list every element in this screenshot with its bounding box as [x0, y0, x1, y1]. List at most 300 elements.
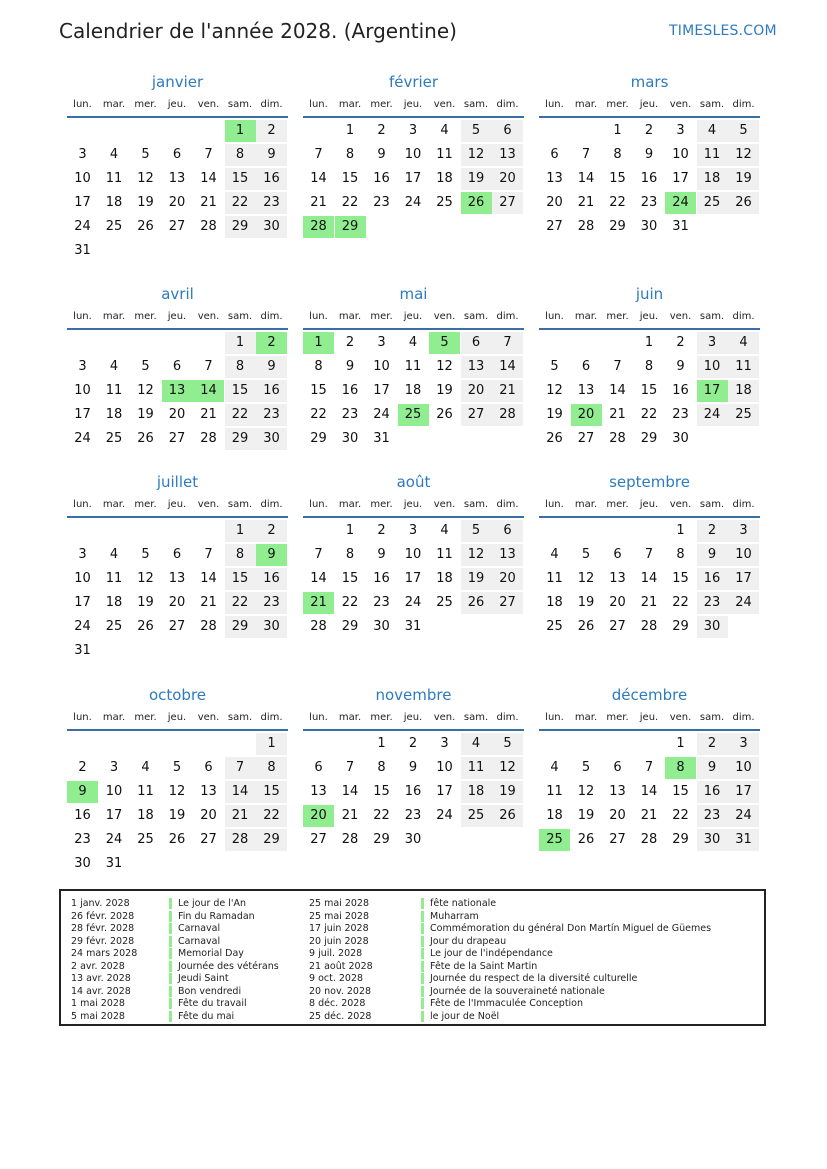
page-title: Calendrier de l'année 2028. (Argentine) [59, 19, 457, 43]
day-cell: 17 [74, 195, 91, 210]
weekday-label: lun. [309, 311, 328, 322]
day-cell: 16 [404, 784, 422, 799]
header-divider [303, 116, 524, 118]
weekday-label: lun. [73, 712, 92, 723]
day-cell: 18 [105, 407, 123, 422]
month-name: septembre [609, 473, 690, 491]
weekday-label: mar. [102, 712, 126, 723]
day-cell: 3 [728, 733, 759, 755]
day-cell: 29 [225, 428, 256, 450]
day-cell: 9 [676, 359, 685, 374]
brand-link[interactable]: TIMESLES.COM [669, 23, 777, 39]
day-cell: 30 [697, 616, 728, 638]
holiday-date: 1 mai 2028 [71, 998, 125, 1009]
day-cell: 17 [728, 781, 759, 803]
day-cell: 26 [728, 192, 759, 214]
day-cell: 17 [105, 808, 123, 823]
month-name: août [396, 473, 431, 491]
day-cell: 19 [168, 808, 186, 823]
weekday-label: dim. [732, 311, 755, 322]
day-cell: 5 [550, 359, 559, 374]
holiday-date: 13 avr. 2028 [71, 973, 131, 984]
holiday-day-cell: 20 [303, 805, 334, 827]
holiday-name: Jour du drapeau [430, 935, 507, 947]
day-cell: 26 [168, 832, 186, 847]
day-cell: 28 [310, 619, 327, 634]
day-cell: 19 [461, 568, 492, 590]
day-cell: 9 [697, 757, 728, 779]
month-name: novembre [375, 686, 452, 704]
day-cell: 5 [172, 760, 182, 775]
day-cell: 18 [697, 168, 728, 190]
weekday-header [67, 712, 288, 726]
day-cell: 1 [345, 123, 355, 138]
day-cell: 24 [697, 404, 728, 426]
holiday-day-cell: 1 [225, 120, 256, 142]
day-cell: 27 [200, 832, 217, 847]
holiday-marker [421, 923, 424, 934]
day-cell: 26 [436, 407, 453, 422]
day-cell: 6 [550, 147, 559, 162]
day-cell: 2 [256, 120, 287, 142]
day-cell: 4 [408, 335, 418, 350]
day-cell: 1 [345, 523, 355, 538]
day-cell: 7 [204, 147, 213, 162]
holiday-date: 8 déc. 2028 [309, 998, 366, 1009]
day-cell: 3 [109, 760, 119, 775]
holiday-name: Le jour de l'An [178, 898, 247, 909]
day-cell: 14 [640, 784, 658, 799]
day-cell: 19 [137, 595, 154, 610]
day-cell: 18 [137, 808, 154, 823]
day-cell: 12 [492, 757, 523, 779]
day-cell: 4 [109, 147, 119, 162]
day-cell: 22 [672, 595, 689, 610]
weekday-header [303, 712, 524, 726]
day-cell: 5 [141, 547, 150, 562]
weekday-label: mer. [606, 499, 629, 510]
weekday-label: mar. [574, 99, 598, 110]
weekday-label: sam. [227, 99, 253, 110]
day-cell: 1 [613, 123, 622, 138]
holiday-marker [169, 986, 172, 997]
day-cell: 26 [137, 619, 154, 634]
weekday-label: jeu. [403, 99, 423, 110]
day-cell: 6 [172, 359, 182, 374]
weekday-label: jeu. [639, 311, 659, 322]
holiday-day-cell: 9 [67, 781, 98, 803]
weekday-label: dim. [496, 712, 519, 723]
day-cell: 16 [373, 571, 390, 586]
day-cell: 13 [492, 144, 523, 166]
day-cell: 27 [577, 431, 595, 446]
day-cell: 15 [672, 571, 689, 586]
weekday-label: sam. [227, 712, 253, 723]
day-cell: 12 [436, 359, 453, 374]
weekday-label: lun. [309, 99, 328, 110]
holiday-name: Journée des vétérans [178, 960, 279, 972]
day-cell: 4 [141, 760, 150, 775]
day-cell: 27 [168, 219, 186, 234]
weekday-label: ven. [197, 311, 220, 322]
holiday-legend [59, 889, 766, 1026]
weekday-label: sam. [463, 311, 489, 322]
day-cell: 24 [436, 808, 453, 823]
day-cell: 16 [256, 380, 287, 402]
day-cell: 16 [697, 781, 728, 803]
weekday-label: lun. [545, 499, 564, 510]
day-cell: 25 [436, 195, 453, 210]
day-cell: 18 [436, 171, 453, 186]
day-cell: 12 [461, 144, 492, 166]
day-cell: 19 [137, 407, 154, 422]
day-cell: 8 [345, 547, 355, 562]
day-cell: 11 [728, 356, 759, 378]
day-cell: 12 [137, 171, 154, 186]
day-cell: 19 [137, 195, 154, 210]
weekday-header [539, 712, 760, 726]
day-cell: 30 [74, 856, 91, 871]
holiday-marker [421, 936, 424, 947]
weekday-label: ven. [433, 311, 456, 322]
weekday-label: lun. [545, 99, 564, 110]
day-cell: 6 [172, 547, 182, 562]
day-cell: 12 [577, 571, 595, 586]
day-cell: 25 [137, 832, 154, 847]
weekday-label: dim. [732, 712, 755, 723]
weekday-header [67, 311, 288, 325]
holiday-name: Bon vendredi [178, 985, 242, 997]
day-cell: 14 [577, 171, 595, 186]
holiday-name: Carnaval [178, 935, 221, 947]
weekday-label: dim. [496, 311, 519, 322]
day-cell: 12 [577, 784, 595, 799]
weekday-label: ven. [669, 712, 692, 723]
day-cell: 21 [310, 195, 327, 210]
header-divider [303, 516, 524, 518]
day-cell: 21 [640, 595, 658, 610]
header-divider [539, 116, 760, 118]
day-cell: 13 [310, 784, 327, 799]
day-cell: 1 [644, 335, 654, 350]
weekday-label: mer. [606, 311, 629, 322]
holiday-name: Journée de la souveraineté nationale [430, 985, 605, 997]
day-cell: 24 [373, 407, 390, 422]
day-cell: 29 [310, 431, 327, 446]
weekday-label: sam. [227, 311, 253, 322]
day-cell: 22 [225, 592, 256, 614]
holiday-date: 17 juin 2028 [309, 923, 369, 934]
weekday-label: sam. [463, 99, 489, 110]
day-cell: 28 [200, 619, 217, 634]
day-cell: 23 [697, 805, 728, 827]
weekday-label: jeu. [167, 311, 187, 322]
day-cell: 2 [408, 736, 418, 751]
holiday-marker [169, 911, 172, 922]
day-cell: 19 [728, 168, 759, 190]
day-cell: 13 [168, 171, 186, 186]
holiday-day-cell: 1 [303, 332, 334, 354]
day-cell: 17 [728, 568, 759, 590]
weekday-label: lun. [73, 499, 92, 510]
day-cell: 7 [314, 147, 323, 162]
day-cell: 22 [373, 808, 390, 823]
weekday-label: mar. [338, 712, 362, 723]
weekday-label: ven. [433, 499, 456, 510]
weekday-label: mar. [102, 99, 126, 110]
holiday-marker [169, 1011, 172, 1022]
month-name: janvier [151, 73, 204, 91]
day-cell: 21 [225, 805, 256, 827]
weekday-label: ven. [197, 499, 220, 510]
day-cell: 8 [377, 760, 386, 775]
day-cell: 27 [492, 192, 523, 214]
day-cell: 7 [644, 547, 654, 562]
holiday-date: 9 oct. 2028 [309, 973, 364, 984]
day-cell: 25 [728, 404, 759, 426]
header-divider [303, 328, 524, 330]
day-cell: 8 [225, 544, 256, 566]
day-cell: 12 [728, 144, 759, 166]
weekday-label: mar. [338, 311, 362, 322]
holiday-day-cell: 8 [665, 757, 696, 779]
day-cell: 27 [310, 832, 327, 847]
weekday-header [67, 499, 288, 513]
holiday-day-cell: 26 [461, 192, 492, 214]
day-cell: 18 [728, 380, 759, 402]
day-cell: 26 [461, 592, 492, 614]
weekday-label: jeu. [403, 499, 423, 510]
weekday-label: dim. [496, 99, 519, 110]
day-cell: 3 [408, 523, 418, 538]
holiday-name: Muharram [430, 910, 479, 922]
weekday-label: ven. [669, 499, 692, 510]
day-cell: 4 [461, 733, 492, 755]
header-divider [539, 729, 760, 731]
day-cell: 22 [341, 595, 359, 610]
day-cell: 17 [404, 571, 422, 586]
weekday-label: dim. [732, 499, 755, 510]
day-cell: 17 [436, 784, 453, 799]
day-cell: 7 [314, 547, 323, 562]
day-cell: 23 [373, 195, 390, 210]
day-cell: 9 [644, 147, 654, 162]
day-cell: 1 [676, 523, 685, 538]
weekday-label: sam. [699, 499, 725, 510]
holiday-name: Fête du travail [178, 998, 247, 1009]
weekday-label: dim. [732, 99, 755, 110]
day-cell: 19 [461, 168, 492, 190]
holiday-marker [421, 961, 424, 972]
day-cell: 2 [697, 520, 728, 542]
weekday-label: jeu. [167, 712, 187, 723]
day-cell: 10 [404, 547, 422, 562]
day-cell: 3 [676, 123, 685, 138]
weekday-label: dim. [260, 499, 283, 510]
holiday-marker [169, 973, 172, 984]
day-cell: 24 [404, 595, 422, 610]
holiday-name: Le jour de l'indépendance [430, 948, 553, 959]
day-cell: 29 [225, 616, 256, 638]
day-cell: 14 [640, 571, 658, 586]
day-cell: 16 [697, 568, 728, 590]
day-cell: 19 [577, 595, 595, 610]
weekday-header [67, 99, 288, 113]
day-cell: 17 [373, 383, 390, 398]
weekday-label: jeu. [403, 311, 423, 322]
holiday-name: Fête de la Saint Martin [430, 960, 538, 972]
day-cell: 6 [314, 760, 323, 775]
day-cell: 20 [492, 568, 523, 590]
holiday-date: 28 févr. 2028 [71, 923, 135, 934]
day-cell: 25 [546, 619, 563, 634]
day-cell: 4 [440, 123, 449, 138]
day-cell: 20 [492, 168, 523, 190]
day-cell: 24 [74, 431, 91, 446]
holiday-day-cell: 28 [303, 216, 334, 238]
day-cell: 6 [461, 332, 492, 354]
weekday-label: mar. [574, 712, 598, 723]
weekday-label: mar. [338, 99, 362, 110]
day-cell: 21 [200, 407, 217, 422]
day-cell: 10 [74, 171, 91, 186]
holiday-name: Commémoration du général Don Martín Miguel de Güemes [430, 923, 712, 934]
day-cell: 2 [697, 733, 728, 755]
day-cell: 15 [225, 168, 256, 190]
weekday-label: mer. [134, 712, 157, 723]
weekday-label: jeu. [639, 99, 659, 110]
holiday-marker [169, 961, 172, 972]
holiday-date: 25 mai 2028 [309, 898, 370, 909]
day-cell: 30 [256, 428, 287, 450]
day-cell: 22 [341, 195, 359, 210]
day-cell: 28 [609, 431, 626, 446]
day-cell: 3 [78, 359, 87, 374]
day-cell: 3 [440, 736, 449, 751]
holiday-name: Fin du Ramadan [178, 910, 255, 922]
day-cell: 9 [408, 760, 418, 775]
holiday-marker [169, 948, 172, 959]
day-cell: 7 [644, 760, 654, 775]
day-cell: 9 [256, 356, 287, 378]
day-cell: 31 [74, 243, 91, 258]
day-cell: 24 [74, 219, 91, 234]
weekday-label: lun. [309, 712, 328, 723]
day-cell: 22 [310, 407, 327, 422]
weekday-header [539, 99, 760, 113]
day-cell: 15 [256, 781, 287, 803]
day-cell: 1 [225, 520, 256, 542]
day-cell: 5 [141, 147, 150, 162]
holiday-date: 29 févr. 2028 [71, 935, 135, 947]
holiday-name: Journée du respect de la diversité culturelle [430, 973, 638, 984]
header-divider [67, 328, 288, 330]
day-cell: 31 [105, 856, 123, 871]
day-cell: 26 [577, 832, 595, 847]
month-name: février [388, 73, 439, 91]
day-cell: 20 [461, 380, 492, 402]
day-cell: 25 [105, 431, 123, 446]
weekday-label: mer. [370, 499, 393, 510]
holiday-day-cell: 29 [335, 216, 366, 238]
day-cell: 30 [341, 431, 359, 446]
day-cell: 14 [310, 571, 327, 586]
holiday-day-cell: 25 [398, 404, 429, 426]
day-cell: 29 [609, 219, 626, 234]
day-cell: 24 [728, 592, 759, 614]
day-cell: 28 [640, 619, 658, 634]
header-divider [539, 328, 760, 330]
day-cell: 10 [74, 571, 91, 586]
day-cell: 3 [728, 520, 759, 542]
day-cell: 17 [74, 595, 91, 610]
holiday-marker [421, 998, 424, 1009]
day-cell: 16 [256, 568, 287, 590]
day-cell: 26 [137, 431, 154, 446]
day-cell: 15 [225, 568, 256, 590]
day-cell: 21 [640, 808, 658, 823]
day-cell: 15 [310, 383, 327, 398]
day-cell: 30 [640, 219, 658, 234]
holiday-day-cell: 13 [162, 380, 193, 402]
weekday-label: ven. [197, 99, 220, 110]
day-cell: 21 [577, 195, 595, 210]
day-cell: 10 [672, 147, 689, 162]
day-cell: 14 [492, 356, 523, 378]
weekday-header [303, 311, 524, 325]
day-cell: 4 [109, 359, 119, 374]
day-cell: 11 [137, 784, 154, 799]
day-cell: 3 [78, 547, 87, 562]
holiday-marker [421, 948, 424, 959]
day-cell: 14 [200, 571, 217, 586]
day-cell: 25 [105, 219, 123, 234]
day-cell: 9 [377, 147, 386, 162]
day-cell: 16 [373, 171, 390, 186]
header-divider [67, 516, 288, 518]
day-cell: 1 [377, 736, 386, 751]
weekday-label: lun. [545, 311, 564, 322]
day-cell: 11 [404, 359, 422, 374]
day-cell: 29 [373, 832, 390, 847]
day-cell: 4 [109, 547, 119, 562]
day-cell: 2 [377, 123, 386, 138]
weekday-label: jeu. [639, 712, 659, 723]
holiday-date: 25 déc. 2028 [309, 1010, 372, 1022]
month-name: octobre [148, 686, 207, 704]
day-cell: 29 [225, 216, 256, 238]
day-cell: 5 [461, 520, 492, 542]
day-cell: 18 [105, 595, 123, 610]
day-cell: 15 [373, 784, 390, 799]
day-cell: 27 [168, 431, 186, 446]
weekday-label: dim. [496, 499, 519, 510]
month-name: décembre [611, 686, 688, 704]
day-cell: 15 [225, 380, 256, 402]
day-cell: 10 [74, 383, 91, 398]
header-divider [303, 729, 524, 731]
day-cell: 12 [137, 571, 154, 586]
weekday-label: lun. [309, 499, 328, 510]
day-cell: 20 [609, 808, 626, 823]
holiday-marker [169, 936, 172, 947]
day-cell: 23 [256, 592, 287, 614]
day-cell: 28 [492, 404, 523, 426]
weekday-label: mer. [370, 311, 393, 322]
holiday-day-cell: 5 [429, 332, 460, 354]
month-name: juillet [156, 473, 199, 491]
day-cell: 17 [74, 407, 91, 422]
